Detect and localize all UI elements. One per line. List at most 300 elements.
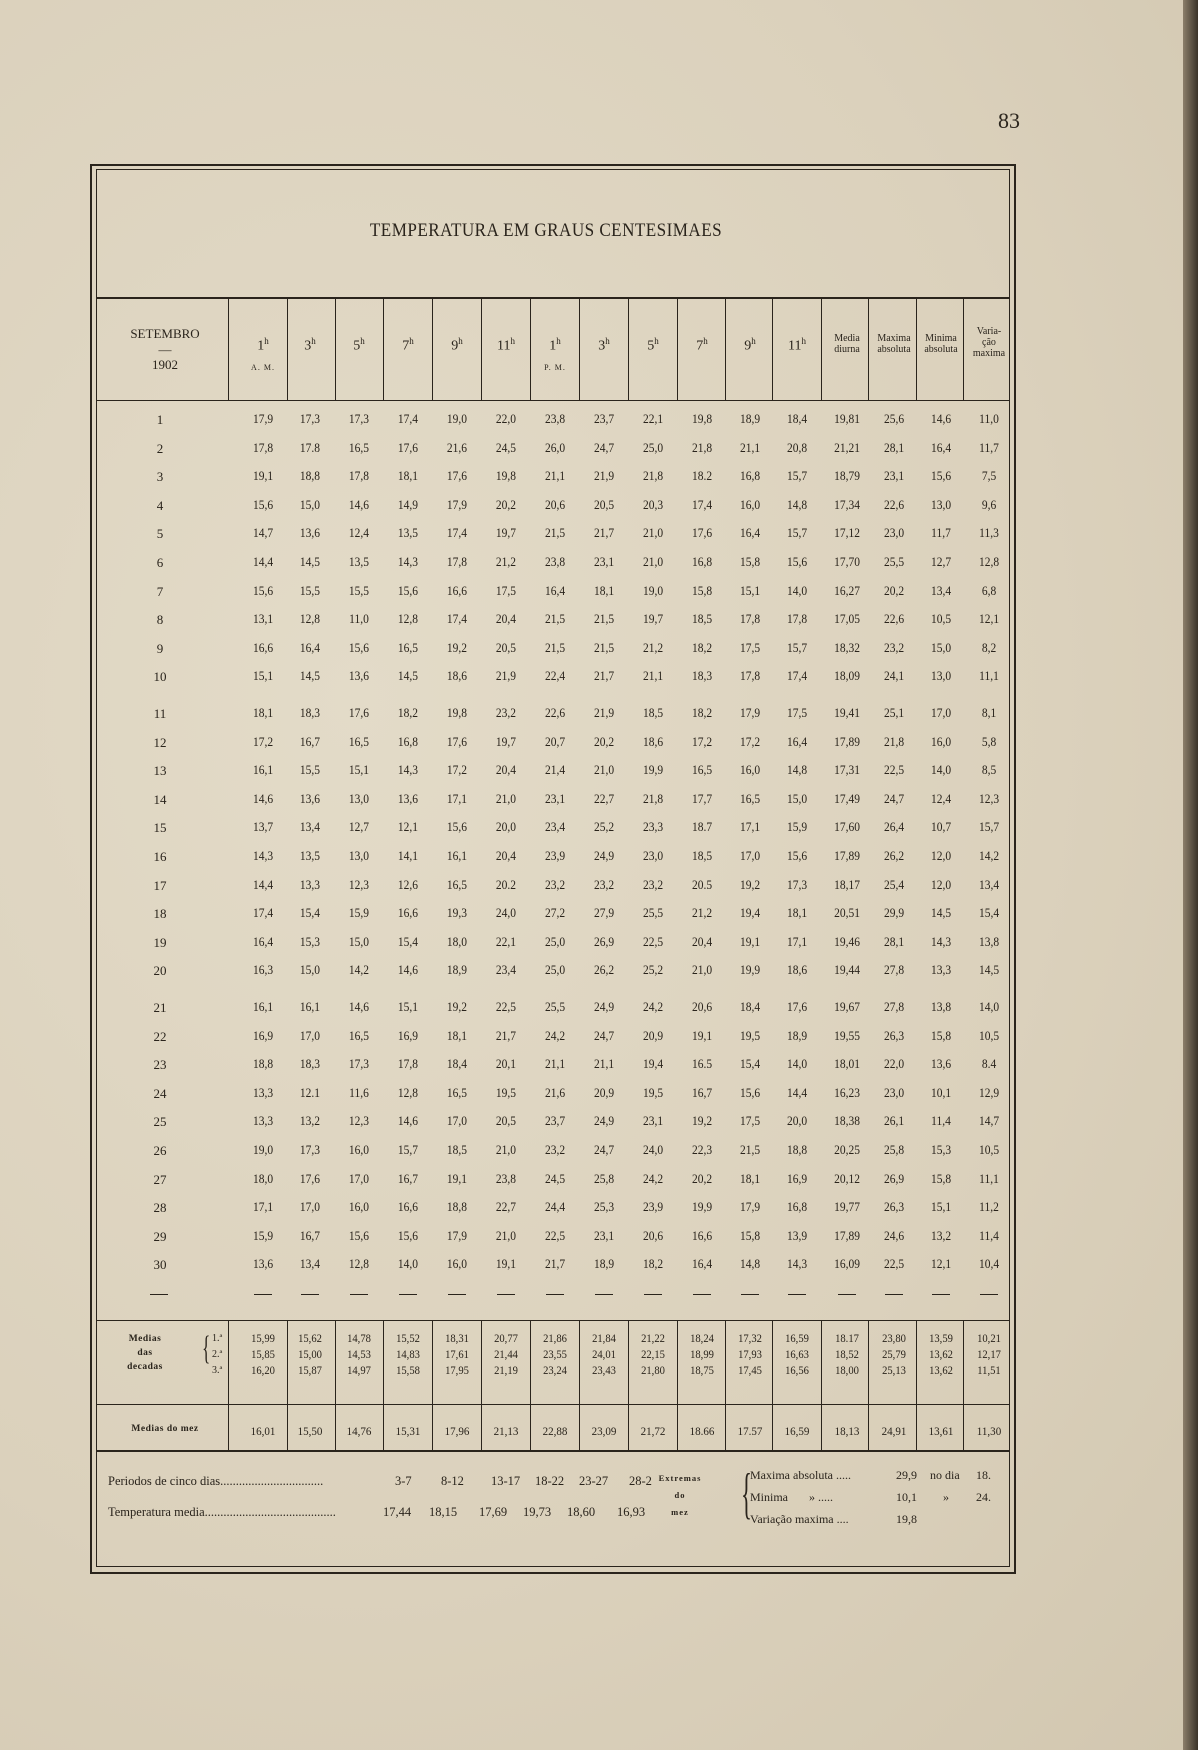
table-cell: 24,1 — [883, 669, 905, 684]
table-cell: 22,0 — [495, 412, 517, 426]
table-cell: 20,0 — [786, 1114, 808, 1129]
table-cell: 21,5 — [739, 1143, 761, 1157]
table-cell: 12,7 — [930, 555, 952, 569]
day-number: 25 — [153, 1114, 167, 1130]
table-cell: 11,3 — [979, 526, 999, 541]
table-cell: 16,6 — [691, 1228, 713, 1243]
separator-dash — [254, 1294, 272, 1295]
hour-number: 9 — [744, 338, 752, 354]
table-cell: 12,8 — [348, 1257, 370, 1272]
header-column-divider — [228, 298, 229, 400]
means-column-divider — [628, 1320, 629, 1450]
table-cell: 17,49 — [834, 791, 860, 806]
table-cell: 12,1 — [930, 1257, 952, 1272]
table-cell: 15,5 — [299, 763, 321, 778]
decade-cell: 13,59 — [929, 1333, 953, 1345]
table-cell: 11,4 — [931, 1114, 951, 1129]
table-cell: 18,1 — [786, 906, 808, 921]
table-cell: 18,32 — [834, 640, 860, 655]
table-cell: 18,9 — [446, 963, 468, 978]
day-number: 28 — [153, 1200, 167, 1216]
separator-dash — [546, 1294, 564, 1295]
table-cell: 14,5 — [397, 669, 419, 684]
decade-cell: 14,97 — [347, 1365, 371, 1377]
month-dash: — — [158, 341, 172, 357]
table-cell: 19,7 — [495, 526, 517, 541]
month-mean-cell: 14,76 — [346, 1424, 372, 1438]
table-cell: 13,9 — [786, 1228, 808, 1243]
table-cell: 21,7 — [495, 1028, 517, 1043]
table-cell: 17,1 — [786, 934, 808, 949]
table-cell: 19,44 — [834, 963, 860, 978]
table-cell: 15,0 — [786, 791, 808, 806]
table-cell: 16,0 — [739, 497, 761, 512]
table-cell: 21,1 — [642, 669, 664, 684]
hour-header — [286, 337, 334, 354]
table-cell: 17,3 — [348, 412, 370, 426]
month-mean-cell: 15,50 — [297, 1424, 323, 1438]
day-number: 21 — [153, 1000, 167, 1015]
table-cell: 14,3 — [252, 849, 274, 863]
decade-cell: 15,85 — [251, 1349, 275, 1361]
table-cell: 16,7 — [691, 1085, 713, 1100]
table-cell: 22,5 — [642, 934, 664, 949]
table-cell: 21,1 — [593, 1057, 615, 1072]
table-cell: 18,5 — [446, 1143, 468, 1157]
table-cell: 15,8 — [691, 583, 713, 598]
month-means-label: Medias do mez — [131, 1424, 199, 1434]
table-cell: 24,2 — [544, 1028, 566, 1043]
table-cell: 21,2 — [642, 640, 664, 655]
day-number: 15 — [153, 820, 167, 836]
decade-cell: 17,95 — [445, 1365, 469, 1377]
table-cell: 16,7 — [299, 1228, 321, 1243]
table-cell: 17,6 — [786, 1000, 808, 1014]
decade-cell: 18,00 — [835, 1365, 859, 1377]
table-cell: 21,0 — [495, 791, 517, 806]
means-column-divider — [677, 1320, 678, 1450]
table-cell: 16,0 — [348, 1200, 370, 1215]
day-number: 26 — [153, 1143, 167, 1158]
table-cell: 15,9 — [786, 820, 808, 835]
decade-cell: 14,83 — [396, 1349, 420, 1361]
table-cell: 12,8 — [299, 612, 321, 627]
decade-cell: 21,80 — [641, 1365, 665, 1377]
footer-rule — [96, 1450, 1010, 1452]
hour-header — [629, 337, 677, 354]
table-cell: 19,9 — [739, 963, 761, 978]
table-cell: 24,2 — [642, 1000, 664, 1014]
table-cell: 18,4 — [786, 412, 808, 426]
table-cell: 15,0 — [930, 640, 952, 655]
table-cell: 17,9 — [252, 412, 274, 426]
table-cell: 17,3 — [786, 877, 808, 892]
table-cell: 12,3 — [978, 791, 1000, 806]
table-cell: 12,8 — [397, 1085, 419, 1100]
table-cell: 16,1 — [299, 1000, 321, 1014]
table-cell: 21,0 — [642, 555, 664, 569]
period-range: 8-12 — [441, 1474, 464, 1488]
table-cell: 14,0 — [930, 763, 952, 778]
table-cell: 15,7 — [786, 469, 808, 484]
hour-number: 3 — [304, 338, 312, 354]
table-cell: 18,1 — [446, 1028, 468, 1043]
table-cell: 17,9 — [446, 1228, 468, 1243]
decade-cell: 21,86 — [543, 1333, 567, 1345]
table-cell: 21,6 — [544, 1085, 566, 1100]
table-cell: 15,7 — [397, 1143, 419, 1157]
table-cell: 13,2 — [299, 1114, 321, 1129]
table-cell: 13,4 — [299, 1257, 321, 1272]
separator-dash — [788, 1294, 806, 1295]
table-cell: 6,8 — [981, 583, 997, 598]
table-cell: 14,6 — [397, 1114, 419, 1129]
table-cell: 14,8 — [786, 763, 808, 778]
table-cell: 16,8 — [691, 555, 713, 569]
table-cell: 25,5 — [642, 906, 664, 921]
means-column-divider — [287, 1320, 288, 1450]
table-cell: 15,1 — [930, 1200, 952, 1215]
table-title: TEMPERATURA EM GRAUS CENTESIMAES — [369, 220, 723, 241]
table-cell: 21,0 — [593, 763, 615, 778]
table-cell: 22,5 — [544, 1228, 566, 1243]
table-cell: 17,2 — [691, 734, 713, 749]
table-cell: 14,7 — [252, 526, 274, 541]
table-cell: 16,5 — [691, 763, 713, 778]
decade-cell: 21,44 — [494, 1349, 518, 1361]
table-cell: 25,2 — [642, 963, 664, 978]
table-cell: 21,7 — [593, 669, 615, 684]
table-cell: 25,0 — [544, 934, 566, 949]
table-cell: 11,1 — [979, 1171, 999, 1186]
table-cell: 17,6 — [397, 440, 419, 455]
table-cell: 12,4 — [930, 791, 952, 806]
decade-cell: 18,75 — [690, 1365, 714, 1377]
decade-cell: 13,62 — [929, 1349, 953, 1361]
table-cell: 17,05 — [834, 612, 860, 627]
table-cell: 16,8 — [786, 1200, 808, 1215]
table-cell: 12.1 — [299, 1085, 321, 1100]
table-cell: 18,2 — [642, 1257, 664, 1272]
period-range: 28-2 — [629, 1474, 652, 1488]
table-cell: 15,4 — [739, 1057, 761, 1072]
table-cell: 16,9 — [252, 1028, 274, 1043]
table-cell: 23,2 — [883, 640, 905, 655]
table-cell: 9,6 — [981, 497, 997, 512]
month-mean-cell: 18.66 — [689, 1424, 715, 1438]
table-cell: 10,4 — [978, 1257, 1000, 1272]
table-cell: 10,7 — [930, 820, 952, 835]
table-cell: 15,9 — [348, 906, 370, 921]
table-cell: 21,2 — [495, 555, 517, 569]
table-cell: 13,8 — [930, 1000, 952, 1014]
table-cell: 17,0 — [299, 1200, 321, 1215]
decade-cell: 23,55 — [543, 1349, 567, 1361]
table-cell: 13,0 — [930, 669, 952, 684]
temp-label: Temperatura media.......................................... — [108, 1505, 336, 1519]
table-cell: 20,1 — [495, 1057, 517, 1072]
extremes-brace: { — [741, 1463, 752, 1525]
table-cell: 15,3 — [299, 934, 321, 949]
table-cell: 17,4 — [786, 669, 808, 684]
table-cell: 13,3 — [252, 1114, 274, 1129]
table-cell: 14,1 — [397, 849, 419, 863]
table-cell: 14,0 — [397, 1257, 419, 1272]
table-cell: 17,6 — [348, 706, 370, 720]
table-cell: 24,7 — [593, 440, 615, 455]
hour-superscript: h — [311, 336, 316, 346]
day-number: 24 — [153, 1085, 167, 1101]
decade-cell: 17,61 — [445, 1349, 469, 1361]
decade-cell: 18.17 — [835, 1333, 859, 1345]
table-cell: 14,8 — [786, 497, 808, 512]
decade-cell: 18,31 — [445, 1333, 469, 1345]
table-cell: 26,1 — [883, 1114, 905, 1129]
table-cell: 21,8 — [642, 469, 664, 484]
table-cell: 15,7 — [786, 640, 808, 655]
summary-header — [870, 333, 918, 355]
table-cell: 19,3 — [446, 906, 468, 921]
table-cell: 16,6 — [397, 906, 419, 921]
table-cell: 25,8 — [593, 1171, 615, 1186]
table-cell: 19,9 — [642, 763, 664, 778]
table-cell: 29,9 — [883, 906, 905, 921]
table-cell: 12,1 — [978, 612, 1000, 627]
extreme-max-connector: no dia — [930, 1468, 960, 1482]
table-cell: 17,0 — [348, 1171, 370, 1186]
table-cell: 18,2 — [397, 706, 419, 720]
table-cell: 18.7 — [691, 820, 713, 835]
table-cell: 15,6 — [739, 1085, 761, 1100]
table-cell: 20,4 — [495, 763, 517, 778]
hour-number: 7 — [696, 338, 704, 354]
table-cell: 17,31 — [834, 763, 860, 778]
table-cell: 11,2 — [979, 1200, 999, 1215]
decade-cell: 15,99 — [251, 1333, 275, 1345]
table-cell: 10,5 — [930, 612, 952, 627]
table-cell: 23,0 — [642, 849, 664, 863]
table-cell: 15,6 — [446, 820, 468, 835]
table-cell: 13,5 — [299, 849, 321, 863]
table-cell: 14,6 — [252, 791, 274, 806]
means-column-divider — [772, 1320, 773, 1450]
table-cell: 16,4 — [691, 1257, 713, 1272]
hour-header — [580, 337, 628, 354]
table-cell: 17,9 — [739, 706, 761, 720]
month-mean-cell: 21,13 — [493, 1424, 519, 1438]
table-cell: 22,3 — [691, 1143, 713, 1157]
decade-cell: 15,52 — [396, 1333, 420, 1345]
table-cell: 16,5 — [446, 877, 468, 892]
table-cell: 17,0 — [299, 1028, 321, 1043]
table-cell: 17,89 — [834, 1228, 860, 1243]
month-mean-cell: 22,88 — [542, 1424, 568, 1438]
table-cell: 19,5 — [642, 1085, 664, 1100]
decade-cell: 16,56 — [785, 1365, 809, 1377]
summary-header-line: ção — [982, 337, 996, 348]
table-cell: 13,8 — [978, 934, 1000, 949]
means-top-rule — [96, 1320, 1010, 1321]
table-cell: 17,12 — [834, 526, 860, 541]
table-cell: 11,6 — [349, 1085, 369, 1100]
table-cell: 19,8 — [691, 412, 713, 426]
means-column-divider — [383, 1320, 384, 1450]
table-cell: 21,7 — [593, 526, 615, 541]
extreme-min: Minima » ..... — [750, 1490, 833, 1504]
table-cell: 27,8 — [883, 1000, 905, 1014]
table-cell: 15,5 — [299, 583, 321, 598]
month-mean-cell: 16,59 — [784, 1424, 810, 1438]
table-cell: 12,0 — [930, 877, 952, 892]
decade-cell: 22,15 — [641, 1349, 665, 1361]
table-cell: 19,67 — [834, 1000, 860, 1014]
table-cell: 12,3 — [348, 1114, 370, 1129]
means-column-divider — [228, 1320, 229, 1450]
table-cell: 17,4 — [397, 412, 419, 426]
table-cell: 13,3 — [252, 1085, 274, 1100]
table-cell: 24,2 — [642, 1171, 664, 1186]
summary-header — [823, 333, 871, 355]
day-number: 14 — [153, 791, 167, 807]
decade-cell: 21,22 — [641, 1333, 665, 1345]
day-number: 27 — [153, 1171, 167, 1187]
table-cell: 18,4 — [446, 1057, 468, 1072]
table-cell: 17.8 — [299, 440, 321, 455]
hour-superscript: h — [605, 336, 610, 346]
hour-number: 11 — [788, 338, 802, 354]
table-cell: 15,1 — [397, 1000, 419, 1014]
table-cell: 13,4 — [299, 820, 321, 835]
decade-cell: 16,20 — [251, 1365, 275, 1377]
day-number: 19 — [153, 934, 167, 950]
table-cell: 15,6 — [348, 640, 370, 655]
table-cell: 16,5 — [348, 734, 370, 749]
table-cell: 16,27 — [834, 583, 860, 598]
table-cell: 24,6 — [883, 1228, 905, 1243]
table-cell: 14,0 — [786, 1057, 808, 1072]
hour-header — [531, 337, 579, 373]
table-cell: 24,5 — [544, 1171, 566, 1186]
table-cell: 18,5 — [642, 706, 664, 720]
summary-header-line: Minima — [925, 333, 957, 344]
decade-cell: 24,01 — [592, 1349, 616, 1361]
summary-header-line: maxima — [972, 348, 1006, 359]
decade-cell: 25,13 — [882, 1365, 906, 1377]
table-cell: 17,5 — [786, 706, 808, 720]
table-cell: 16,6 — [397, 1200, 419, 1215]
summary-header-line: absoluta — [924, 344, 958, 355]
table-cell: 18,8 — [786, 1143, 808, 1157]
table-cell: 23,4 — [544, 820, 566, 835]
means-column-divider — [821, 1320, 822, 1450]
table-cell: 14,3 — [930, 934, 952, 949]
decade-cell: 21,19 — [494, 1365, 518, 1377]
table-cell: 21,5 — [544, 640, 566, 655]
separator-dash — [885, 1294, 903, 1295]
table-cell: 13,0 — [930, 497, 952, 512]
month-means-rule — [96, 1404, 1010, 1405]
table-cell: 12,9 — [978, 1085, 1000, 1100]
table-cell: 14,4 — [252, 555, 274, 569]
table-cell: 20,5 — [495, 1114, 517, 1129]
table-cell: 18,38 — [834, 1114, 860, 1129]
table-cell: 16.5 — [691, 1057, 713, 1072]
table-cell: 10,5 — [978, 1028, 1000, 1043]
table-cell: 16,4 — [786, 734, 808, 749]
table-cell: 17,7 — [691, 791, 713, 806]
hour-header — [335, 337, 383, 354]
table-cell: 20,2 — [883, 583, 905, 598]
day-number: 2 — [156, 440, 164, 456]
table-cell: 15,1 — [739, 583, 761, 598]
table-cell: 15,8 — [930, 1028, 952, 1043]
table-cell: 19,2 — [446, 640, 468, 655]
table-cell: 17,3 — [299, 1143, 321, 1157]
table-cell: 24,7 — [883, 791, 905, 806]
table-cell: 11,1 — [979, 669, 999, 684]
extreme-min-day: 24. — [976, 1490, 991, 1504]
table-cell: 16,5 — [397, 640, 419, 655]
table-cell: 25,0 — [642, 440, 664, 455]
table-cell: 15,4 — [978, 906, 1000, 921]
table-cell: 24,9 — [593, 1000, 615, 1014]
table-cell: 21,21 — [834, 440, 860, 455]
table-cell: 16,5 — [739, 791, 761, 806]
table-cell: 23,8 — [544, 555, 566, 569]
table-cell: 13,3 — [299, 877, 321, 892]
table-cell: 21,0 — [495, 1228, 517, 1243]
table-cell: 17,4 — [446, 612, 468, 627]
separator-dash — [693, 1294, 711, 1295]
table-cell: 16,0 — [739, 763, 761, 778]
table-cell: 19,41 — [834, 706, 860, 720]
month-mean-cell: 24,91 — [881, 1424, 907, 1438]
table-cell: 15,0 — [299, 497, 321, 512]
table-cell: 21,1 — [544, 469, 566, 484]
table-cell: 17,5 — [495, 583, 517, 598]
hour-number: 11 — [497, 338, 511, 354]
table-cell: 14,6 — [930, 412, 952, 426]
table-cell: 18,9 — [593, 1257, 615, 1272]
day-number: 16 — [153, 849, 167, 864]
table-cell: 20,25 — [834, 1143, 860, 1157]
table-cell: 15,6 — [348, 1228, 370, 1243]
table-cell: 16,4 — [739, 526, 761, 541]
table-cell: 20,6 — [544, 497, 566, 512]
table-cell: 17,5 — [739, 640, 761, 655]
table-cell: 20,9 — [642, 1028, 664, 1043]
decade-cell: 25,79 — [882, 1349, 906, 1361]
hour-number: 1 — [549, 338, 557, 354]
table-cell: 14,5 — [930, 906, 952, 921]
table-cell: 13,0 — [348, 791, 370, 806]
day-number: 18 — [153, 906, 167, 922]
table-cell: 13,6 — [299, 526, 321, 541]
decade-cell: 11,51 — [977, 1365, 1001, 1377]
table-cell: 22,5 — [883, 763, 905, 778]
table-cell: 23,8 — [495, 1171, 517, 1186]
hour-header — [239, 337, 287, 373]
table-cell: 22,6 — [544, 706, 566, 720]
table-cell: 17,2 — [446, 763, 468, 778]
hour-superscript: h — [264, 336, 269, 346]
table-cell: 19,5 — [739, 1028, 761, 1043]
table-cell: 16,3 — [252, 963, 274, 978]
table-cell: 16,8 — [397, 734, 419, 749]
table-cell: 14,5 — [299, 669, 321, 684]
book-spine — [1183, 0, 1198, 1750]
table-cell: 15,6 — [786, 555, 808, 569]
